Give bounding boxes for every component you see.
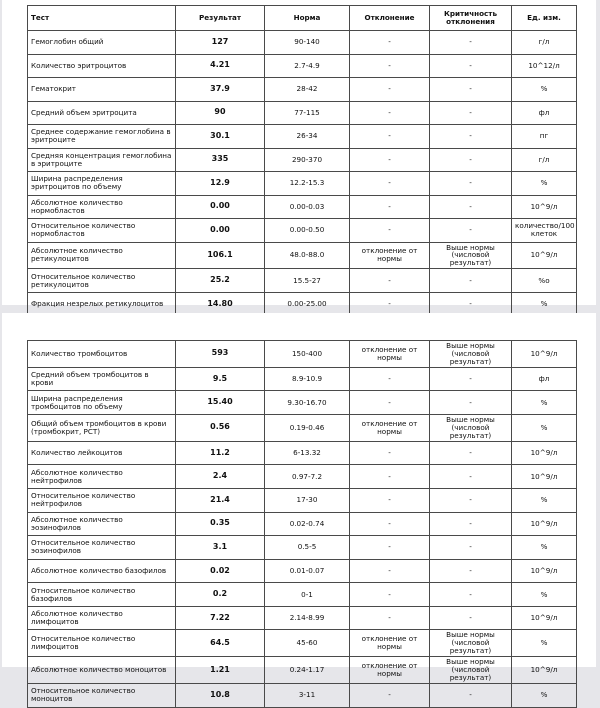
result-criticality: Выше нормы (числовой результат) [430, 242, 512, 269]
table-row [28, 31, 577, 55]
result-value: 0.02 [176, 559, 265, 583]
result-value: 90 [176, 101, 265, 125]
result-value: 106.1 [176, 242, 265, 269]
table-header-row [28, 6, 577, 31]
result-criticality: - [430, 512, 512, 536]
result-reference-range: 8.9-10.9 [265, 367, 350, 391]
result-reference-range: 2.7-4.9 [265, 54, 350, 78]
result-deviation: отклонение от нормы [350, 242, 430, 269]
result-test-name: Относительное количество нейтрофилов [28, 488, 176, 512]
result-deviation: - [350, 292, 430, 316]
result-criticality: - [430, 559, 512, 583]
result-criticality: - [430, 172, 512, 196]
result-criticality: - [430, 101, 512, 125]
table-row [28, 465, 577, 489]
result-test-name: Средняя концентрация гемоглобина в эритроците [28, 148, 176, 172]
result-deviation: - [350, 391, 430, 415]
result-unit: % [512, 684, 577, 708]
result-value: 2.4 [176, 465, 265, 489]
result-criticality: - [430, 606, 512, 630]
result-test-name: Гематокрит [28, 78, 176, 102]
result-criticality: - [430, 125, 512, 149]
result-deviation: - [350, 219, 430, 243]
table-row [28, 391, 577, 415]
result-deviation: - [350, 684, 430, 708]
result-value: 64.5 [176, 630, 265, 657]
result-unit: количество/100 клеток [512, 219, 577, 243]
result-unit: % [512, 488, 577, 512]
table-row [28, 536, 577, 560]
result-deviation: - [350, 367, 430, 391]
report-page-2 [2, 313, 596, 704]
table-row [28, 559, 577, 583]
result-reference-range: 45-60 [265, 630, 350, 657]
result-test-name: Абсолютное количество ретикулоцитов [28, 242, 176, 269]
result-deviation: - [350, 78, 430, 102]
result-test-name: Ширина распределения тромбоцитов по объему [28, 391, 176, 415]
result-test-name: Количество тромбоцитов [28, 341, 176, 368]
result-deviation: - [350, 606, 430, 630]
result-criticality: Выше нормы (числовой результат) [430, 657, 512, 684]
result-unit: 10^9/л [512, 559, 577, 583]
result-reference-range: 0.01-0.07 [265, 559, 350, 583]
result-criticality: - [430, 219, 512, 243]
result-deviation: - [350, 559, 430, 583]
result-criticality: - [430, 684, 512, 708]
result-deviation: - [350, 269, 430, 293]
result-test-name: Относительное количество нормобластов [28, 219, 176, 243]
result-criticality: - [430, 54, 512, 78]
result-deviation: - [350, 512, 430, 536]
result-criticality: - [430, 78, 512, 102]
result-test-name: Количество лейкоцитов [28, 441, 176, 465]
result-unit: фл [512, 101, 577, 125]
result-test-name: Общий объем тромбоцитов в крови (тромбокрит, PCT) [28, 414, 176, 441]
result-unit: % [512, 414, 577, 441]
table-row [28, 101, 577, 125]
table-row [28, 488, 577, 512]
result-reference-range: 28-42 [265, 78, 350, 102]
table-row [28, 172, 577, 196]
table-row [28, 630, 577, 657]
table-row [28, 242, 577, 269]
result-deviation: отклонение от нормы [350, 630, 430, 657]
result-criticality: Выше нормы (числовой результат) [430, 341, 512, 368]
result-unit: 10^9/л [512, 657, 577, 684]
result-value: 25.2 [176, 269, 265, 293]
table-row [28, 367, 577, 391]
column-header-deviation: Отклонение [350, 6, 430, 31]
table-row [28, 512, 577, 536]
result-value: 4.21 [176, 54, 265, 78]
table-row [28, 54, 577, 78]
result-deviation: отклонение от нормы [350, 414, 430, 441]
result-value: 335 [176, 148, 265, 172]
result-test-name: Фракция незрелых ретикулоцитов [28, 292, 176, 316]
result-reference-range: 0.5-5 [265, 536, 350, 560]
result-reference-range: 0-1 [265, 583, 350, 607]
result-unit: % [512, 536, 577, 560]
result-reference-range: 12.2-15.3 [265, 172, 350, 196]
result-deviation: - [350, 125, 430, 149]
result-deviation: - [350, 583, 430, 607]
result-reference-range: 9.30-16.70 [265, 391, 350, 415]
result-value: 11.2 [176, 441, 265, 465]
result-test-name: Абсолютное количество нормобластов [28, 195, 176, 219]
result-value: 1.21 [176, 657, 265, 684]
lab-results-table-1 [27, 5, 577, 316]
result-unit: % [512, 391, 577, 415]
result-test-name: Средний объем тромбоцитов в крови [28, 367, 176, 391]
result-reference-range: 0.02-0.74 [265, 512, 350, 536]
result-value: 0.00 [176, 219, 265, 243]
table-row [28, 684, 577, 708]
table-row [28, 78, 577, 102]
result-test-name: Ширина распределения эритроцитов по объему [28, 172, 176, 196]
result-reference-range: 0.19-0.46 [265, 414, 350, 441]
result-unit: 10^9/л [512, 606, 577, 630]
result-criticality: - [430, 195, 512, 219]
report-page-1 [2, 0, 596, 309]
result-reference-range: 0.00-0.50 [265, 219, 350, 243]
table-row [28, 219, 577, 243]
table-row [28, 657, 577, 684]
result-deviation: - [350, 101, 430, 125]
column-header-test: Тест [28, 6, 176, 31]
result-reference-range: 2.14-8.99 [265, 606, 350, 630]
result-unit: 10^9/л [512, 195, 577, 219]
table-row [28, 269, 577, 293]
result-deviation: - [350, 54, 430, 78]
result-reference-range: 0.97-7.2 [265, 465, 350, 489]
result-reference-range: 90-140 [265, 31, 350, 55]
result-criticality: - [430, 391, 512, 415]
column-header-unit: Ед. изм. [512, 6, 577, 31]
result-unit: 10^9/л [512, 512, 577, 536]
result-unit: фл [512, 367, 577, 391]
result-unit: % [512, 292, 577, 316]
lab-results-table-2 [27, 340, 577, 708]
result-value: 30.1 [176, 125, 265, 149]
result-deviation: - [350, 441, 430, 465]
result-criticality: - [430, 488, 512, 512]
table-row [28, 341, 577, 368]
result-criticality: Выше нормы (числовой результат) [430, 414, 512, 441]
table-row [28, 125, 577, 149]
result-test-name: Абсолютное количество моноцитов [28, 657, 176, 684]
table-row [28, 606, 577, 630]
result-test-name: Относительное количество моноцитов [28, 684, 176, 708]
results-body-1 [28, 31, 577, 316]
result-test-name: Абсолютное количество нейтрофилов [28, 465, 176, 489]
result-value: 0.00 [176, 195, 265, 219]
result-reference-range: 150-400 [265, 341, 350, 368]
result-deviation: - [350, 148, 430, 172]
result-test-name: Абсолютное количество лимфоцитов [28, 606, 176, 630]
result-reference-range: 77-115 [265, 101, 350, 125]
table-row [28, 148, 577, 172]
result-criticality: - [430, 583, 512, 607]
result-value: 593 [176, 341, 265, 368]
result-reference-range: 48.0-88.0 [265, 242, 350, 269]
result-criticality: - [430, 441, 512, 465]
result-unit: % [512, 172, 577, 196]
result-criticality: - [430, 536, 512, 560]
result-value: 10.8 [176, 684, 265, 708]
result-deviation: отклонение от нормы [350, 657, 430, 684]
result-reference-range: 6-13.32 [265, 441, 350, 465]
results-body-2 [28, 341, 577, 708]
result-deviation: - [350, 31, 430, 55]
result-test-name: Средний объем эритроцита [28, 101, 176, 125]
result-criticality: - [430, 465, 512, 489]
result-reference-range: 17-30 [265, 488, 350, 512]
result-unit: 10^9/л [512, 242, 577, 269]
result-unit: % [512, 78, 577, 102]
result-reference-range: 26-34 [265, 125, 350, 149]
result-unit: 10^9/л [512, 341, 577, 368]
column-header-criticality: Критичность отклонения [430, 6, 512, 31]
result-reference-range: 15.5-27 [265, 269, 350, 293]
result-deviation: - [350, 488, 430, 512]
table-row [28, 195, 577, 219]
result-value: 21.4 [176, 488, 265, 512]
column-header-norm: Норма [265, 6, 350, 31]
result-test-name: Гемоглобин общий [28, 31, 176, 55]
result-deviation: - [350, 195, 430, 219]
result-criticality: - [430, 292, 512, 316]
result-reference-range: 290-370 [265, 148, 350, 172]
result-unit: 10^9/л [512, 465, 577, 489]
column-header-result: Результат [176, 6, 265, 31]
result-criticality: - [430, 148, 512, 172]
result-test-name: Среднее содержание гемоглобина в эритроците [28, 125, 176, 149]
result-value: 15.40 [176, 391, 265, 415]
result-deviation: - [350, 465, 430, 489]
result-value: 37.9 [176, 78, 265, 102]
result-test-name: Относительное количество базофилов [28, 583, 176, 607]
result-test-name: Абсолютное количество эозинофилов [28, 512, 176, 536]
result-value: 14.80 [176, 292, 265, 316]
result-value: 12.9 [176, 172, 265, 196]
result-criticality: - [430, 269, 512, 293]
result-test-name: Абсолютное количество базофилов [28, 559, 176, 583]
result-value: 0.2 [176, 583, 265, 607]
result-test-name: Относительное количество эозинофилов [28, 536, 176, 560]
result-deviation: отклонение от нормы [350, 341, 430, 368]
result-value: 9.5 [176, 367, 265, 391]
result-unit: 10^9/л [512, 441, 577, 465]
result-reference-range: 0.00-0.03 [265, 195, 350, 219]
result-unit: г/л [512, 148, 577, 172]
result-unit: %o [512, 269, 577, 293]
result-deviation: - [350, 536, 430, 560]
result-test-name: Относительное количество ретикулоцитов [28, 269, 176, 293]
result-criticality: - [430, 31, 512, 55]
result-unit: % [512, 583, 577, 607]
result-test-name: Относительное количество лимфоцитов [28, 630, 176, 657]
result-value: 0.56 [176, 414, 265, 441]
result-deviation: - [350, 172, 430, 196]
result-unit: % [512, 630, 577, 657]
result-criticality: Выше нормы (числовой результат) [430, 630, 512, 657]
result-reference-range: 0.24-1.17 [265, 657, 350, 684]
result-unit: пг [512, 125, 577, 149]
table-row [28, 441, 577, 465]
table-row [28, 583, 577, 607]
result-reference-range: 0.00-25.00 [265, 292, 350, 316]
result-value: 7.22 [176, 606, 265, 630]
table-row [28, 414, 577, 441]
result-value: 127 [176, 31, 265, 55]
result-unit: 10^12/л [512, 54, 577, 78]
result-test-name: Количество эритроцитов [28, 54, 176, 78]
result-criticality: - [430, 367, 512, 391]
result-unit: г/л [512, 31, 577, 55]
result-reference-range: 3-11 [265, 684, 350, 708]
result-value: 0.35 [176, 512, 265, 536]
result-value: 3.1 [176, 536, 265, 560]
